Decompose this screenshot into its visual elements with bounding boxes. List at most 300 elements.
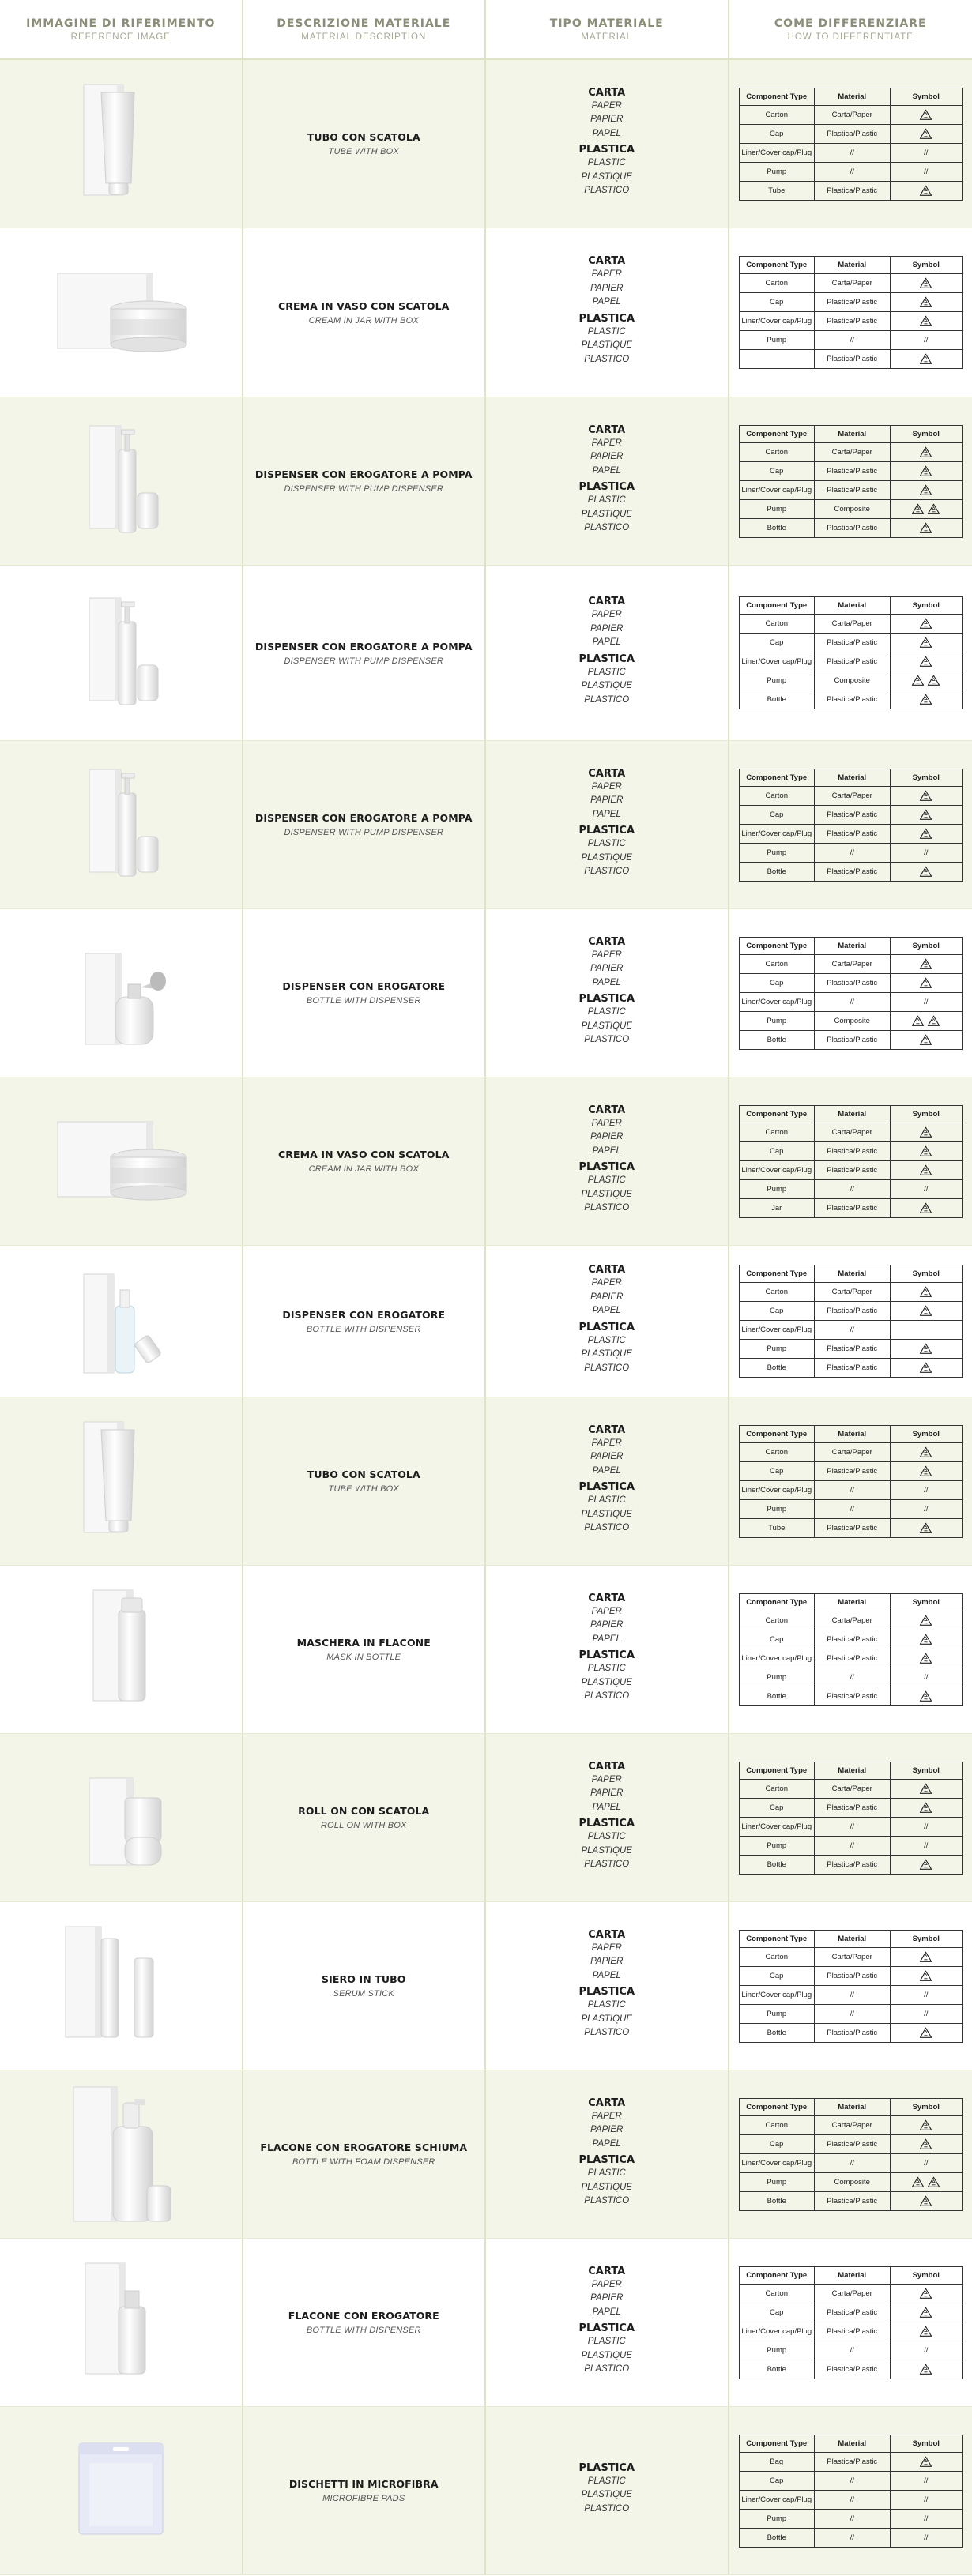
material-carta-translation: PAPEL [592, 128, 621, 138]
component-type: Carton [739, 954, 814, 973]
table-row [739, 480, 962, 499]
differentiate-cell [729, 228, 972, 397]
symbol-text: // [924, 2345, 929, 2355]
symbol-text: // [924, 848, 929, 857]
th-component-type: Component Type [739, 2266, 814, 2284]
component-symbol [890, 2471, 962, 2490]
component-material: Plastica/Plastic [814, 2452, 890, 2471]
component-type: Liner/Cover cap/Plug [739, 1160, 814, 1179]
reference-image-cell [0, 60, 243, 228]
component-table [739, 425, 963, 538]
component-symbol [890, 1798, 962, 1817]
component-material: // [814, 2471, 890, 2490]
recycle-triangle-icon [919, 866, 932, 878]
component-symbol [890, 2115, 962, 2134]
material-plastica-translation: PLASTIC [587, 1832, 626, 1841]
product-row [0, 60, 972, 228]
material-plastica-translation: PLASTICO [584, 2503, 630, 2514]
component-material: Plastica/Plastic [814, 973, 890, 992]
table-row [739, 690, 962, 709]
component-material: Plastica/Plastic [814, 1198, 890, 1217]
component-type: Carton [739, 615, 814, 634]
component-table [739, 1593, 963, 1706]
component-type: Pump [739, 1836, 814, 1855]
table-row [739, 1779, 962, 1798]
material-plastica-translation: PLASTIQUE [581, 681, 633, 690]
component-symbol [890, 499, 962, 518]
component-type: Pump [739, 2004, 814, 2023]
reference-image-cell [0, 1734, 243, 1901]
material-plastica: PLASTICA [578, 2322, 635, 2334]
component-material: Carta/Paper [814, 2115, 890, 2134]
component-type: Carton [739, 1442, 814, 1461]
description-subtitle: DISPENSER WITH PUMP DISPENSER [284, 828, 444, 837]
component-material: // [814, 2490, 890, 2509]
material-type-cell [486, 1397, 729, 1565]
recycle-triangle-icon [919, 522, 932, 534]
recycle-triangle-icon [919, 2456, 932, 2468]
description [307, 1469, 420, 1494]
component-type: Liner/Cover cap/Plug [739, 652, 814, 671]
recycle-triangle-icon [919, 1465, 932, 1477]
material-plastica-translation: PLASTIQUE [581, 1021, 633, 1031]
material-type-cell [486, 2407, 729, 2574]
component-type: Liner/Cover cap/Plug [739, 312, 814, 331]
material-plastica-translation: PLASTIQUE [581, 1509, 633, 1519]
th-component-type: Component Type [739, 1593, 814, 1611]
reference-image-cell [0, 909, 243, 1077]
recycle-triangle-icon [919, 1202, 932, 1214]
material-list [578, 2266, 635, 2379]
header-title: TIPO MATERIALE [549, 17, 664, 30]
differentiate-cell [729, 1246, 972, 1397]
component-type: Pump [739, 1499, 814, 1518]
table-row [739, 2023, 962, 2042]
description-title: DISPENSER CON EROGATORE A POMPA [254, 468, 473, 480]
material-plastica-translation: PLASTIQUE [581, 1677, 633, 1687]
material-plastica-translation: PLASTIQUE [581, 2182, 633, 2192]
table-row [739, 843, 962, 862]
component-material: Plastica/Plastic [814, 1649, 890, 1668]
table-row [739, 1499, 962, 1518]
description-subtitle: DISPENSER WITH PUMP DISPENSER [284, 656, 444, 666]
component-type: Liner/Cover cap/Plug [739, 1985, 814, 2004]
material-carta-translation: PAPEL [592, 1634, 621, 1644]
material-plastica-translation: PLASTIQUE [581, 1189, 633, 1199]
table-row [739, 1461, 962, 1480]
component-material: Plastica/Plastic [814, 312, 890, 331]
material-carta-translation: PAPER [591, 1942, 622, 1953]
description-title: TUBO CON SCATOLA [307, 1469, 420, 1480]
component-material: Carta/Paper [814, 1123, 890, 1141]
component-table [739, 769, 963, 882]
material-carta-translation: PAPEL [592, 637, 621, 647]
symbol-text: // [924, 1841, 929, 1850]
material-carta-translation: PAPER [591, 1774, 622, 1784]
differentiate-cell [729, 909, 972, 1077]
recycle-triangle-icon [919, 618, 932, 630]
material-type-cell [486, 2239, 729, 2406]
product-image-clear-bottle-with-box [46, 1247, 196, 1397]
material-carta-translation: PAPIER [590, 1132, 624, 1141]
table-row [739, 1359, 962, 1378]
product-row [0, 397, 972, 566]
th-material: Material [814, 1265, 890, 1283]
component-symbol [890, 2490, 962, 2509]
material-carta-translation: PAPER [591, 1278, 622, 1288]
product-row [0, 1077, 972, 1246]
differentiate-cell [729, 397, 972, 565]
component-type: Carton [739, 274, 814, 293]
component-material: Carta/Paper [814, 786, 890, 805]
component-material: // [814, 1179, 890, 1198]
component-symbol [890, 1947, 962, 1966]
th-component-type: Component Type [739, 2435, 814, 2452]
description-cell [243, 228, 487, 397]
recycle-triangle-icon [919, 109, 932, 121]
symbol-text: // [924, 1672, 929, 1682]
material-plastica-translation: PLASTIC [587, 2337, 626, 2346]
table-row [739, 331, 962, 350]
description-cell [243, 1077, 487, 1245]
component-material: Plastica/Plastic [814, 480, 890, 499]
double-recycle-icon [927, 503, 940, 515]
th-material: Material [814, 597, 890, 615]
component-symbol [890, 690, 962, 709]
material-carta: CARTA [588, 86, 626, 99]
material-carta-translation: PAPEL [592, 977, 621, 987]
description-subtitle: DISPENSER WITH PUMP DISPENSER [284, 484, 444, 494]
material-plastica: PLASTICA [578, 1818, 635, 1830]
description-cell [243, 2407, 487, 2574]
th-material: Material [814, 2266, 890, 2284]
component-type: Pump [739, 331, 814, 350]
component-symbol [890, 480, 962, 499]
table-header [0, 0, 972, 60]
material-plastica-translation: PLASTIQUE [581, 340, 633, 350]
component-type: Carton [739, 786, 814, 805]
material-plastica-translation: PLASTICO [584, 2028, 630, 2037]
product-row [0, 2239, 972, 2407]
material-carta-translation: PAPIER [590, 2293, 624, 2303]
table-row [739, 293, 962, 312]
component-type: Cap [739, 1966, 814, 1985]
component-type: Bottle [739, 518, 814, 537]
component-type: Cap [739, 461, 814, 480]
component-material: Plastica/Plastic [814, 1855, 890, 1874]
material-carta: CARTA [588, 423, 626, 436]
reference-image-cell [0, 1246, 243, 1397]
component-type: Jar [739, 1198, 814, 1217]
component-table [739, 596, 963, 709]
th-symbol: Symbol [890, 2098, 962, 2115]
reference-image-cell [0, 2239, 243, 2406]
material-list [578, 769, 635, 882]
header-material-description [243, 0, 487, 58]
component-symbol [890, 1123, 962, 1141]
product-row [0, 566, 972, 741]
component-material: Composite [814, 1011, 890, 1030]
material-plastica-translation: PLASTIC [587, 1335, 626, 1345]
table-row [739, 2134, 962, 2153]
recycle-triangle-icon [919, 2119, 932, 2131]
material-carta-translation: PAPIER [590, 1957, 624, 1966]
component-material: Carta/Paper [814, 1611, 890, 1630]
table-row [739, 181, 962, 200]
component-table [739, 1930, 963, 2043]
material-plastica-translation: PLASTICO [584, 867, 630, 876]
th-material: Material [814, 769, 890, 786]
component-type: Bottle [739, 862, 814, 881]
table-row [739, 1836, 962, 1855]
material-plastica-translation: PLASTIC [587, 1175, 626, 1185]
description-cell [243, 1734, 487, 1901]
symbol-text: // [924, 1822, 929, 1831]
recycle-triangle-icon [919, 1615, 932, 1626]
product-row [0, 228, 972, 397]
component-type: Liner/Cover cap/Plug [739, 1321, 814, 1340]
component-material: Plastica/Plastic [814, 1518, 890, 1537]
component-material: Composite [814, 499, 890, 518]
product-row [0, 1246, 972, 1397]
component-symbol [890, 1198, 962, 1217]
component-material: Plastica/Plastic [814, 2303, 890, 2322]
description-subtitle: BOTTLE WITH FOAM DISPENSER [292, 2157, 435, 2167]
component-material: // [814, 843, 890, 862]
recycle-triangle-icon [919, 2138, 932, 2150]
description-cell [243, 741, 487, 908]
component-type: Cap [739, 1461, 814, 1480]
component-symbol [890, 1518, 962, 1537]
component-type: Bottle [739, 1030, 814, 1049]
component-type: Liner/Cover cap/Plug [739, 2322, 814, 2341]
table-row [739, 312, 962, 331]
product-image-dispenser-bottle-with-box-2 [46, 2247, 196, 2397]
material-plastica-translation: PLASTICO [584, 1691, 630, 1701]
component-symbol [890, 1836, 962, 1855]
double-recycle-icon [927, 2176, 940, 2188]
material-carta-translation: PAPIER [590, 1788, 624, 1798]
material-carta-translation: PAPIER [590, 2125, 624, 2134]
component-type: Pump [739, 2172, 814, 2191]
recycle-triangle-icon [919, 315, 932, 327]
material-carta: CARTA [588, 1104, 626, 1116]
product-image-jar-with-box [46, 1086, 196, 1236]
material-carta-translation: PAPEL [592, 1465, 621, 1476]
table-row [739, 1011, 962, 1030]
material-plastica: PLASTICA [578, 1161, 635, 1173]
component-material: Plastica/Plastic [814, 824, 890, 843]
recycle-triangle-icon [919, 637, 932, 649]
table-row [739, 1855, 962, 1874]
component-symbol [890, 1499, 962, 1518]
component-type: Liner/Cover cap/Plug [739, 2153, 814, 2172]
th-material: Material [814, 1105, 890, 1123]
component-type: Bottle [739, 1687, 814, 1705]
description-title: DISPENSER CON EROGATORE A POMPA [254, 812, 473, 824]
material-type-cell [486, 397, 729, 565]
reference-image-cell [0, 1902, 243, 2070]
component-symbol [890, 1649, 962, 1668]
th-symbol: Symbol [890, 1930, 962, 1947]
component-symbol [890, 350, 962, 369]
header-subtitle: HOW TO DIFFERENTIATE [787, 32, 914, 42]
description-subtitle: TUBE WITH BOX [328, 1484, 399, 1494]
component-material: Plastica/Plastic [814, 1030, 890, 1049]
reference-image-cell [0, 228, 243, 397]
differentiate-cell [729, 1566, 972, 1733]
material-plastica-translation: PLASTIQUE [581, 509, 633, 519]
material-plastica-translation: PLASTIC [587, 1495, 626, 1505]
component-type: Cap [739, 973, 814, 992]
component-type: Cap [739, 2134, 814, 2153]
material-plastica-translation: PLASTICO [584, 1860, 630, 1869]
component-material: // [814, 1499, 890, 1518]
component-material: Carta/Paper [814, 1779, 890, 1798]
material-plastica-translation: PLASTICO [584, 2196, 630, 2206]
recycle-triangle-icon [919, 1653, 932, 1664]
table-row [739, 1283, 962, 1302]
component-type: Pump [739, 1179, 814, 1198]
component-type: Carton [739, 1947, 814, 1966]
table-row [739, 442, 962, 461]
material-plastica-translation: PLASTIQUE [581, 1349, 633, 1359]
th-symbol: Symbol [890, 937, 962, 954]
component-symbol [890, 442, 962, 461]
product-row [0, 741, 972, 909]
material-type-cell [486, 909, 729, 1077]
reference-image-cell [0, 1397, 243, 1565]
material-carta-translation: PAPEL [592, 1970, 621, 1980]
recycle-triangle-icon [919, 2326, 932, 2337]
component-symbol [890, 862, 962, 881]
th-symbol: Symbol [890, 1593, 962, 1611]
th-symbol: Symbol [890, 88, 962, 105]
table-row [739, 162, 962, 181]
component-symbol [890, 518, 962, 537]
component-material: Plastica/Plastic [814, 124, 890, 143]
table-row [739, 2115, 962, 2134]
material-plastica-translation: PLASTICO [584, 1363, 630, 1373]
component-symbol [890, 1966, 962, 1985]
material-list [578, 2463, 635, 2519]
description [322, 1973, 405, 1999]
material-plastica-translation: PLASTIQUE [581, 852, 633, 863]
material-plastica-translation: PLASTIC [587, 495, 626, 505]
recycle-triangle-icon [919, 1690, 932, 1702]
material-carta: CARTA [588, 1264, 626, 1276]
table-row [739, 2471, 962, 2490]
th-symbol: Symbol [890, 1265, 962, 1283]
table-row [739, 954, 962, 973]
product-row [0, 2070, 972, 2239]
table-row [739, 671, 962, 690]
component-type: Liner/Cover cap/Plug [739, 143, 814, 162]
material-type-cell [486, 741, 729, 908]
component-material: Plastica/Plastic [814, 2322, 890, 2341]
component-material: Carta/Paper [814, 274, 890, 293]
table-row [739, 124, 962, 143]
product-rows [0, 60, 972, 2575]
description [288, 2310, 439, 2335]
component-symbol [890, 1030, 962, 1049]
th-component-type: Component Type [739, 88, 814, 105]
component-material: Plastica/Plastic [814, 1966, 890, 1985]
component-table [739, 2435, 963, 2548]
component-type: Liner/Cover cap/Plug [739, 992, 814, 1011]
component-material: Plastica/Plastic [814, 2023, 890, 2042]
table-row [739, 824, 962, 843]
component-symbol [890, 1687, 962, 1705]
component-material: // [814, 2341, 890, 2360]
product-image-serum-stick-with-box [46, 1911, 196, 2061]
recycle-triangle-icon [919, 1522, 932, 1534]
component-material: // [814, 2153, 890, 2172]
recycle-triangle-icon [919, 465, 932, 477]
material-type-cell [486, 566, 729, 740]
description [278, 1149, 450, 1174]
component-material: Plastica/Plastic [814, 2134, 890, 2153]
description-cell [243, 1246, 487, 1397]
description [255, 812, 473, 837]
component-symbol [890, 1340, 962, 1359]
material-carta-translation: PAPER [591, 269, 622, 279]
symbol-text: // [924, 2009, 929, 2018]
recycle-triangle-icon [919, 828, 932, 840]
header-subtitle: REFERENCE IMAGE [70, 32, 171, 42]
component-type: Cap [739, 1302, 814, 1321]
symbol-text: // [924, 2533, 929, 2542]
th-material: Material [814, 2435, 890, 2452]
recycle-triangle-icon [919, 1446, 932, 1458]
th-component-type: Component Type [739, 597, 814, 615]
component-material: Plastica/Plastic [814, 1160, 890, 1179]
component-material: Plastica/Plastic [814, 805, 890, 824]
component-material: Carta/Paper [814, 2284, 890, 2303]
symbol-text: // [924, 1184, 929, 1194]
description-cell [243, 909, 487, 1077]
symbol-text: // [924, 2514, 929, 2523]
recycle-triangle-icon [919, 1343, 932, 1355]
table-row [739, 2284, 962, 2303]
material-carta-translation: PAPER [591, 1438, 622, 1448]
component-symbol [890, 973, 962, 992]
material-carta-translation: PAPEL [592, 809, 621, 819]
component-material: Plastica/Plastic [814, 652, 890, 671]
table-row [739, 2490, 962, 2509]
table-row [739, 1817, 962, 1836]
component-symbol [890, 843, 962, 862]
table-row [739, 1480, 962, 1499]
component-material: Plastica/Plastic [814, 350, 890, 369]
table-row [739, 862, 962, 881]
component-symbol [890, 274, 962, 293]
component-type: Carton [739, 1283, 814, 1302]
symbol-text: // [924, 2158, 929, 2168]
component-symbol [890, 312, 962, 331]
differentiate-cell [729, 60, 972, 228]
component-symbol [890, 1461, 962, 1480]
material-plastica: PLASTICA [578, 481, 635, 493]
component-symbol [890, 824, 962, 843]
material-plastica-translation: PLASTICO [584, 1203, 630, 1213]
component-symbol [890, 671, 962, 690]
table-row [739, 2153, 962, 2172]
component-symbol [890, 1480, 962, 1499]
description [255, 641, 473, 666]
header-how-to-differentiate [729, 0, 972, 58]
component-type: Pump [739, 843, 814, 862]
